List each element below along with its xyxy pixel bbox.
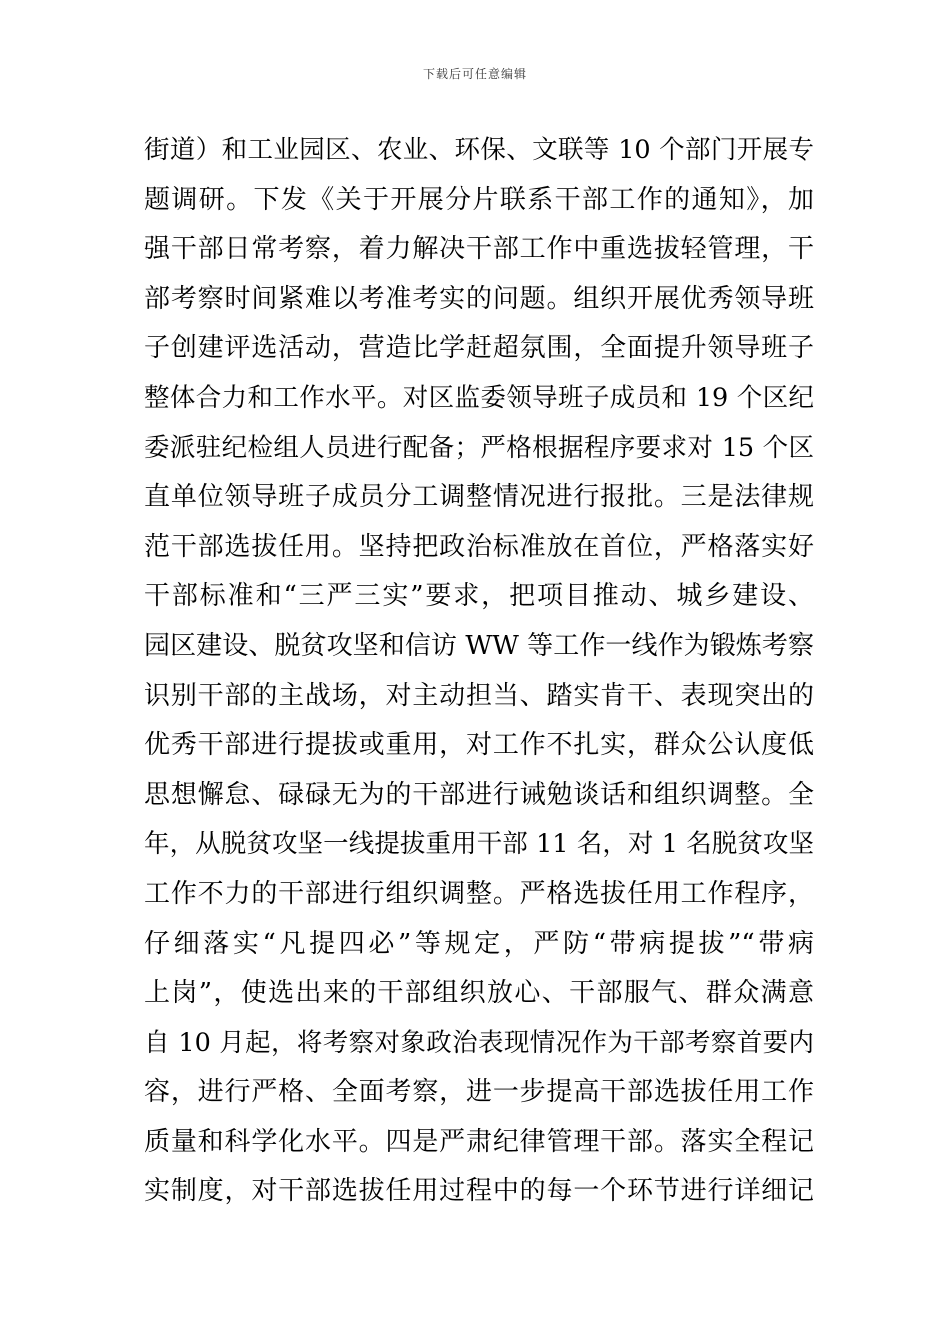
text-line: 整体合力和工作水平。对区监委领导班子成员和 19 个区纪 xyxy=(144,382,814,413)
text-line: 范干部选拔任用。坚持把政治标准放在首位，严格落实好 xyxy=(144,531,814,562)
text-line: 自 10 月起，将考察对象政治表现情况作为干部考察首要内 xyxy=(144,1027,814,1058)
body-text xyxy=(144,126,814,1217)
text-line: 年，从脱贫攻坚一线提拔重用干部 11 名，对 1 名脱贫攻坚 xyxy=(144,829,814,860)
text-line: 质量和科学化水平。四是严肃纪律管理干部。落实全程记 xyxy=(144,1126,814,1157)
text-line: 子创建评选活动，营造比学赶超氛围，全面提升领导班子 xyxy=(144,333,814,364)
text-line: 强干部日常考察，着力解决干部工作中重选拔轻管理，干 xyxy=(144,234,814,265)
text-line: 实制度，对干部选拔任用过程中的每一个环节进行详细记 xyxy=(144,1176,814,1207)
text-line: 工作不力的干部进行组织调整。严格选拔任用工作程序， xyxy=(144,878,814,909)
text-line: 优秀干部进行提拔或重用，对工作不扎实，群众公认度低 xyxy=(144,730,814,761)
text-line: 识别干部的主战场，对主动担当、踏实肯干、表现突出的 xyxy=(144,680,814,711)
text-line: 题调研。下发《关于开展分片联系干部工作的通知》，加 xyxy=(144,184,814,215)
text-line: 直单位领导班子成员分工调整情况进行报批。三是法律规 xyxy=(144,482,814,513)
text-line: 园区建设、脱贫攻坚和信访 WW 等工作一线作为锻炼考察 xyxy=(144,630,814,661)
text-line: 委派驻纪检组人员进行配备；严格根据程序要求对 15 个区 xyxy=(144,432,814,463)
text-line: 容，进行严格、全面考察，进一步提高干部选拔任用工作 xyxy=(144,1077,814,1108)
text-line: 干部标准和“三严三实”要求，把项目推动、城乡建设、 xyxy=(144,581,814,612)
text-line: 街道）和工业园区、农业、环保、文联等 10 个部门开展专 xyxy=(144,135,814,165)
text-line: 思想懈怠、碌碌无为的干部进行诫勉谈话和组织调整。全 xyxy=(144,779,814,810)
text-line: 仔细落实“凡提四必”等规定，严防“带病提拔”“带病 xyxy=(144,928,814,959)
text-line: 部考察时间紧难以考准考实的问题。组织开展优秀领导班 xyxy=(144,283,814,314)
header-note: 下载后可任意编辑 xyxy=(422,67,527,81)
text-line: 上岗”，使选出来的干部组织放心、干部服气、群众满意 xyxy=(144,978,814,1009)
